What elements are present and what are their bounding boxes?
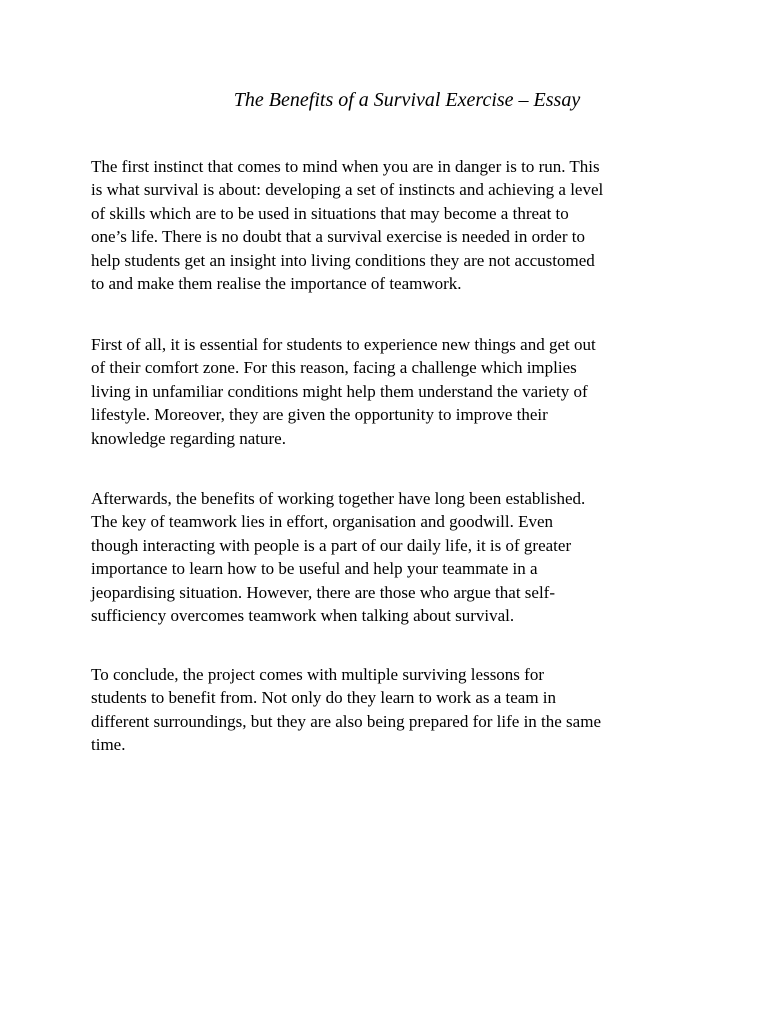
paragraph-line: of skills which are to be used in situations that may become a threat to <box>91 203 569 223</box>
paragraph-line: different surroundings, but they are also being prepared for life in the same <box>91 711 601 731</box>
paragraph-line: to and make them realise the importance of teamwork. <box>91 273 462 293</box>
paragraph-line: one’s life. There is no doubt that a survival exercise is needed in order to <box>91 227 585 247</box>
paragraph-line: First of all, it is essential for students to experience new things and get out <box>91 335 596 354</box>
paragraph-line: time. <box>91 735 126 755</box>
paragraph-line: lifestyle. Moreover, they are given the opportunity to improve their <box>91 405 548 425</box>
paragraph-line: importance to learn how to be useful and help your teammate in a <box>91 559 538 579</box>
paragraph-body-1 <box>91 333 691 450</box>
paragraph-line: Afterwards, the benefits of working together have long been established. <box>91 489 586 508</box>
essay-title: The Benefits of a Survival Exercise – Essay <box>233 89 581 111</box>
paragraph-line: is what survival is about: developing a set of instincts and achieving a level <box>91 180 604 200</box>
paragraph-line: living in unfamiliar conditions might help them understand the variety of <box>91 381 588 401</box>
paragraph-line: The first instinct that comes to mind when you are in danger is to run. This <box>91 157 600 176</box>
paragraph-line: of their comfort zone. For this reason, facing a challenge which implies <box>91 358 577 378</box>
paragraph-line: jeopardising situation. However, there are those who argue that self- <box>91 582 555 602</box>
paragraph-introduction <box>91 155 691 295</box>
paragraph-line: help students get an insight into living conditions they are not accustomed <box>91 250 595 270</box>
paragraph-line: sufficiency overcomes teamwork when talking about survival. <box>91 605 515 625</box>
paragraph-body-2 <box>91 487 691 627</box>
paragraph-line: students to benefit from. Not only do they learn to work as a team in <box>91 688 557 708</box>
paragraph-line: The key of teamwork lies in effort, organisation and goodwill. Even <box>91 512 554 532</box>
paragraph-line: though interacting with people is a part of our daily life, it is of greater <box>91 535 572 555</box>
paragraph-line: To conclude, the project comes with multiple surviving lessons for <box>91 665 544 684</box>
paragraph-line: knowledge regarding nature. <box>91 428 286 448</box>
paragraph-conclusion <box>91 663 691 757</box>
